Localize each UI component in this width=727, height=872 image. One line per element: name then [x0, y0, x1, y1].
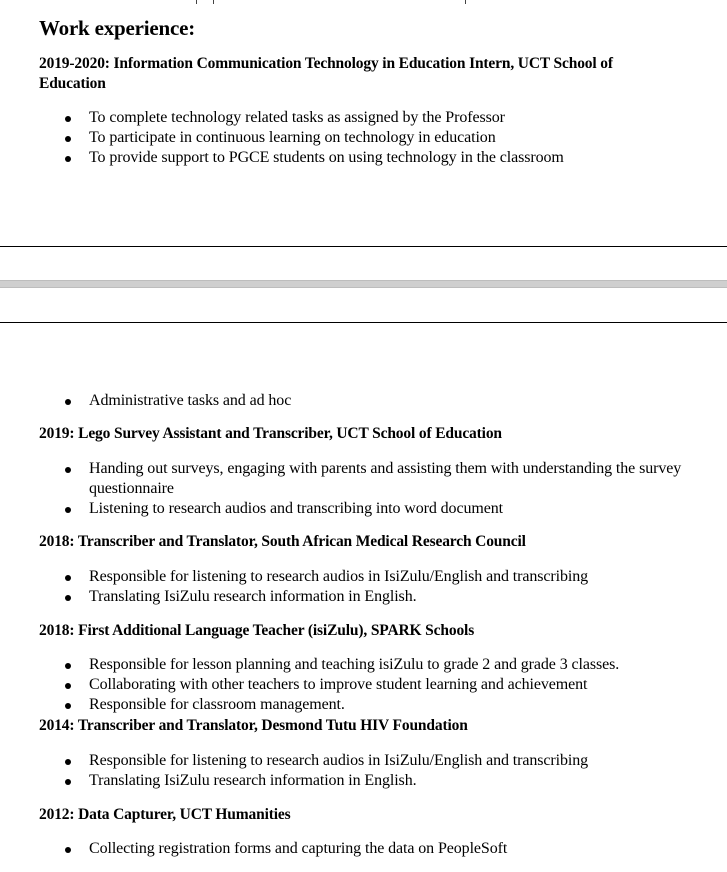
- bullet-item: Responsible for classroom management.: [64, 695, 704, 715]
- bullet-item: Responsible for listening to research audios in IsiZulu/English and transcribing: [64, 567, 704, 587]
- job-title: 2018: First Additional Language Teacher (isiZulu), SPARK Schools: [39, 622, 475, 639]
- cutoff-text-fragment: [196, 0, 203, 4]
- job-title: 2019: Lego Survey Assistant and Transcriber, UCT School of Education: [39, 425, 502, 442]
- bullet-list: [64, 459, 704, 519]
- bullet-item: To complete technology related tasks as assigned by the Professor: [64, 108, 704, 128]
- bullet-list: [64, 655, 704, 715]
- job-title: 2012: Data Capturer, UCT Humanities: [39, 806, 291, 823]
- cutoff-text-fragment: [465, 0, 472, 4]
- bullet-item: Collecting registration forms and capturing the data on PeopleSoft: [64, 839, 704, 859]
- bullet-item: Collaborating with other teachers to improve student learning and achievement: [64, 675, 704, 695]
- job-title: 2018: Transcriber and Translator, South African Medical Research Council: [39, 533, 526, 550]
- bullet-item: Administrative tasks and ad hoc: [64, 391, 704, 411]
- bullet-item: To participate in continuous learning on technology in education: [64, 128, 704, 148]
- bullet-item: Translating IsiZulu research information in English.: [64, 771, 704, 791]
- cutoff-text-fragment: [213, 0, 220, 4]
- bullet-list: [64, 751, 704, 791]
- page-top-edge: [0, 322, 727, 323]
- page-gap-separator: [0, 280, 727, 288]
- bullet-item: Responsible for lesson planning and teaching isiZulu to grade 2 and grade 3 classes.: [64, 655, 704, 675]
- bullet-item: Translating IsiZulu research information in English.: [64, 587, 704, 607]
- bullet-item: Handing out surveys, engaging with parents and assisting them with understanding the survey questionnaire: [64, 459, 704, 499]
- bullet-item: Responsible for listening to research audios in IsiZulu/English and transcribing: [64, 751, 704, 771]
- bullet-list: [64, 391, 704, 411]
- page-bottom-edge: [0, 246, 727, 247]
- bullet-list: [64, 839, 704, 859]
- bullet-list: [64, 108, 704, 168]
- job-title: 2019-2020: Information Communication Technology in Education Intern, UCT School of Education: [39, 55, 613, 92]
- job-title: 2014: Transcriber and Translator, Desmond Tutu HIV Foundation: [39, 717, 468, 734]
- bullet-list: [64, 567, 704, 607]
- section-heading: Work experience:: [39, 16, 196, 40]
- bullet-item: Listening to research audios and transcribing into word document: [64, 499, 704, 519]
- bullet-item: To provide support to PGCE students on using technology in the classroom: [64, 148, 704, 168]
